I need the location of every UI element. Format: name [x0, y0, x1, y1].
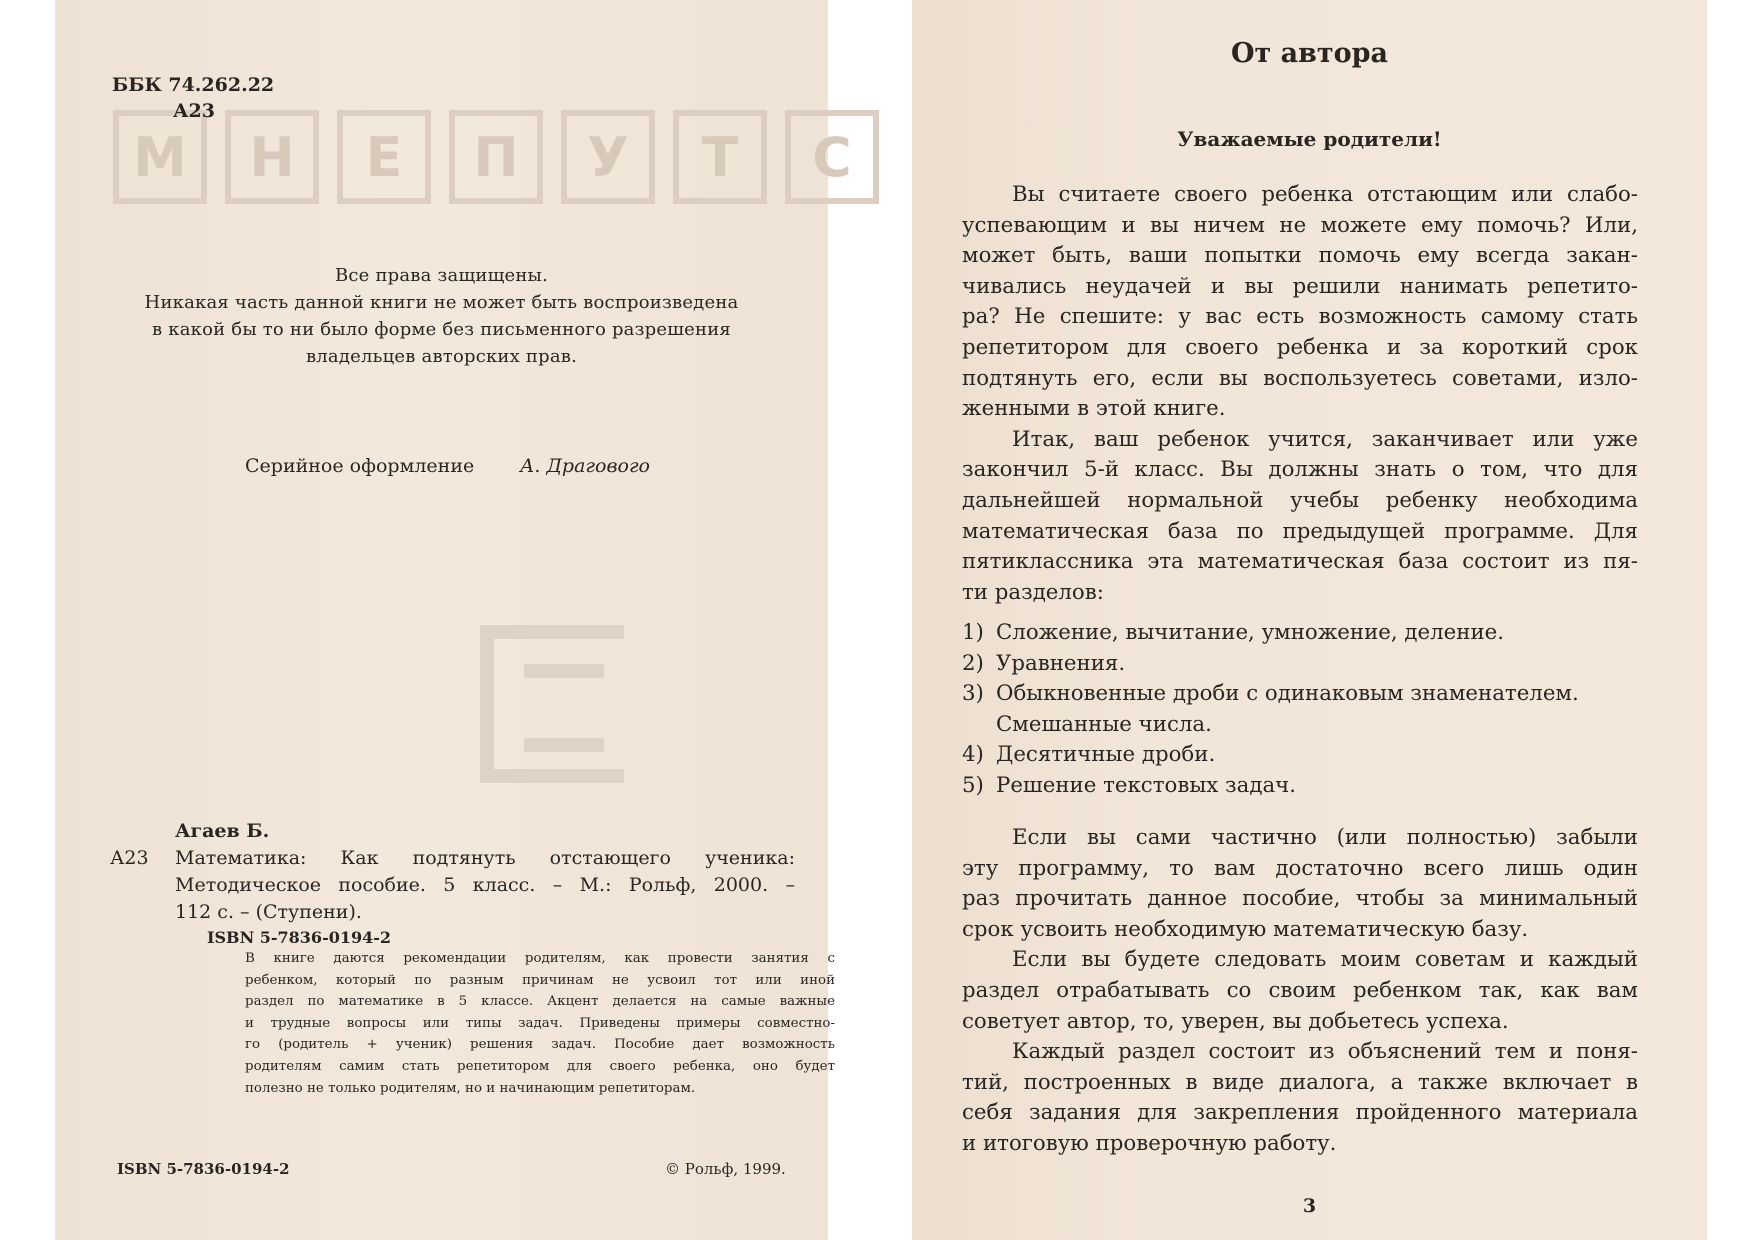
list-item: 5) Решение текстовых задач. — [962, 772, 1297, 798]
list-item: 1) Сложение, вычитание, умножение, деление. — [962, 620, 1505, 645]
salutation: Уважаемые родители! — [1177, 127, 1442, 151]
text-line: Каждый раздел состоит из объяснений тем и поня- — [1012, 1039, 1638, 1065]
page-number: 3 — [1302, 1195, 1317, 1217]
annotation — [245, 948, 835, 1099]
text-line: женными в этой книге. — [962, 396, 1226, 422]
list-item: 3) Обыкновенные дроби с одинаковым знаменателем. — [962, 681, 1579, 707]
text-line: себя задания для закрепления пройденного материала — [962, 1100, 1638, 1126]
bib-isbn: ISBN 5-7836-0194-2 — [207, 928, 392, 947]
series-design-name: А. Драгового — [520, 455, 650, 477]
annotation-line: полезно не только родителям, но и начинающим репетиторам. — [245, 1080, 696, 1096]
text-line: Если вы сами частично (или полностью) забыли — [1012, 825, 1638, 850]
annotation-line: и трудные вопросы или типы задач. Приведены примеры совместно- — [245, 1015, 835, 1031]
text-line: раздел отрабатывать со своим ребенком так, как вам — [962, 977, 1638, 1003]
text-line: раз прочитать данное пособие, чтобы за минимальный — [962, 886, 1638, 912]
annotation-line: В книге даются рекомендации родителям, как провести занятия с — [245, 951, 835, 966]
right-page — [912, 0, 1707, 1240]
left-page — [55, 0, 852, 1240]
cover-logo-show-through — [480, 625, 624, 783]
list-item: 4) Десятичные дроби. — [962, 742, 1216, 768]
bib-line: 112 с. – (Ступени). — [175, 901, 362, 923]
series-design-label: Серийное оформление — [245, 455, 475, 477]
text-line: советует автор, то, уверен, вы добьетесь успеха. — [962, 1008, 1509, 1034]
cover-show-through: М Н Е П У Т С — [113, 110, 879, 204]
copyright: © Рольф, 1999. — [665, 1160, 786, 1178]
author-mark-top: А23 — [173, 100, 215, 122]
paragraph-1 — [962, 180, 1638, 608]
footer-isbn: ISBN 5-7836-0194-2 — [117, 1160, 290, 1178]
annotation-line: раздел по математике в 5 классе. Акцент делается на самые важные — [245, 994, 835, 1010]
annotation-line: ребенком, который по разным причинам не усвоил тот или иной — [245, 972, 835, 988]
text-line: и итоговую проверочную работу. — [962, 1130, 1337, 1156]
text-line: пятиклассника эта математическая база состоит из пя- — [962, 549, 1638, 575]
paragraph-3-5 — [962, 823, 1638, 1160]
bib-line: Методическое пособие. 5 класс. – М.: Рольф, 2000. – — [175, 874, 795, 896]
text-line: Итак, ваш ребенок учится, заканчивает или уже — [1012, 426, 1638, 452]
topics-list — [962, 618, 1652, 802]
text-line: срок усвоить необходимую математическую базу. — [962, 916, 1529, 942]
text-line: Если вы будете следовать моим советам и каждый — [1012, 947, 1638, 973]
annotation-line: родителям самим стать репетитором для своего ребенка, оно будет — [245, 1058, 835, 1074]
text-line: математическая база по предыдущей программе. Для — [962, 518, 1638, 544]
text-line: успевающим и вы ничем не можете ему помочь? Или, — [962, 212, 1638, 238]
bbk-code: ББК 74.262.22 — [112, 74, 275, 96]
rights-line: владельцев авторских прав. — [305, 346, 578, 367]
text-line: может быть, ваши попытки помочь ему всегда закан- — [962, 243, 1638, 269]
text-line: репетитором для своего ребенка и за короткий срок — [962, 334, 1638, 360]
text-line: дальнейшей нормальной учебы ребенку необходима — [962, 487, 1638, 513]
chapter-title: От автора — [1230, 38, 1389, 69]
text-line: тий, построенных в виде диалога, а также включает в — [962, 1069, 1638, 1095]
rights-line: в какой бы то ни было форме без письменного разрешения — [152, 319, 731, 340]
rights-notice — [55, 262, 828, 370]
list-item: Смешанные числа. — [996, 711, 1212, 737]
bib-author: Агаев Б. — [175, 820, 270, 842]
list-item: 2) Уравнения. — [962, 650, 1126, 676]
bib-mark: А23 — [110, 847, 149, 869]
text-line: закончил 5-й класс. Вы должны знать о том, что для — [962, 457, 1638, 483]
rights-line: Все права защищены. — [334, 265, 549, 286]
text-line: ти разделов: — [962, 579, 1104, 605]
text-line: подтянуть его, если вы воспользуетесь советами, изло- — [962, 365, 1638, 391]
text-line: эту программу, то вам достаточно всего лишь один — [962, 855, 1638, 881]
rights-line: Никакая часть данной книги не может быть воспроизведена — [144, 292, 739, 313]
bib-line: Математика: Как подтянуть отстающего ученика: — [175, 847, 795, 869]
text-line: ра? Не спешите: у вас есть возможность самому стать — [962, 304, 1638, 330]
text-line: Вы считаете своего ребенка отстающим или слабо- — [1012, 182, 1638, 207]
text-line: чивались неудачей и вы решили нанимать репетито- — [962, 273, 1638, 299]
annotation-line: го (родитель + ученик) решения задач. Пособие дает возможность — [245, 1037, 835, 1053]
